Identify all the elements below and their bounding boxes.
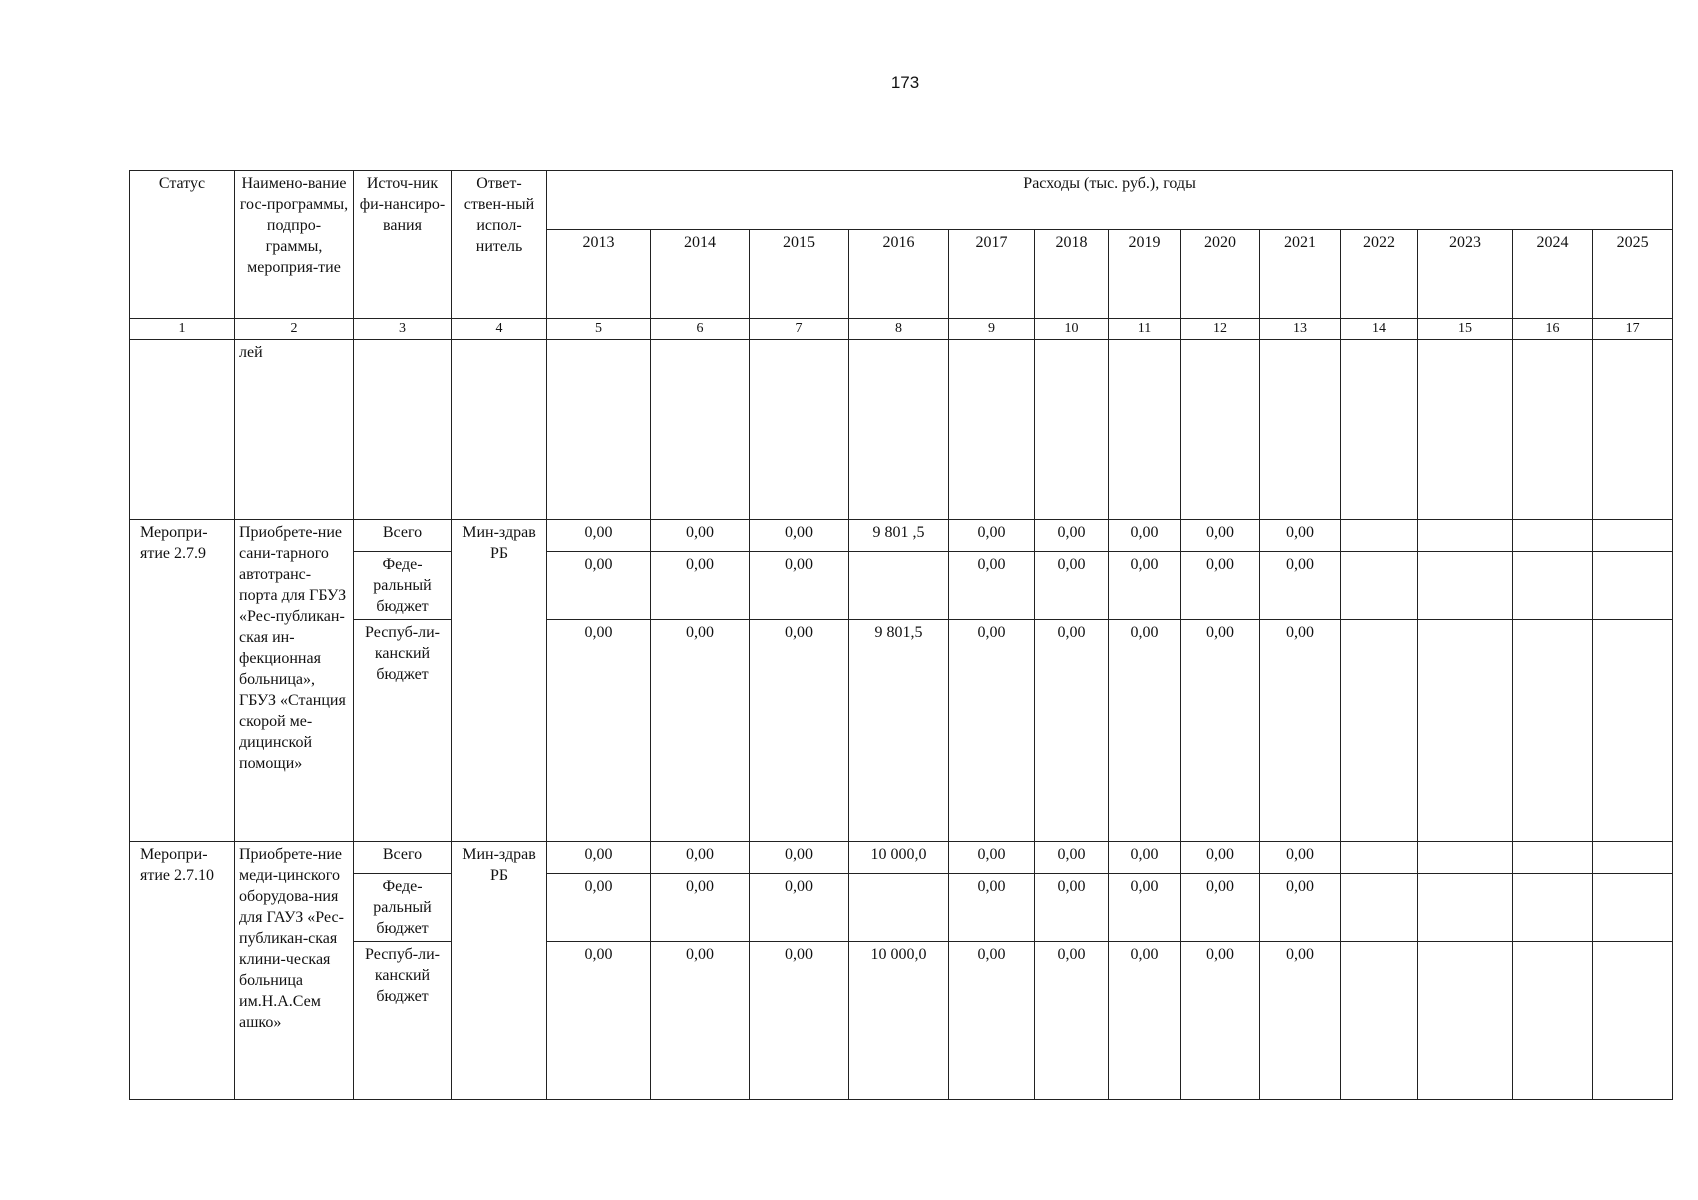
value-cell — [1513, 874, 1593, 942]
value-cell — [1513, 942, 1593, 1100]
value-cell: 0,00 — [1035, 874, 1109, 942]
year-header: 2023 — [1418, 230, 1513, 319]
value-cell: 0,00 — [750, 874, 849, 942]
value-cell — [1341, 942, 1418, 1100]
value-cell — [1593, 520, 1673, 552]
value-cell: 0,00 — [1260, 520, 1341, 552]
value-cell: 0,00 — [949, 620, 1035, 842]
value-cell: 0,00 — [547, 520, 651, 552]
column-number: 13 — [1260, 319, 1341, 340]
value-cell: 0,00 — [1260, 842, 1341, 874]
column-number: 8 — [849, 319, 949, 340]
name-cell: лей — [235, 340, 354, 520]
column-number: 17 — [1593, 319, 1673, 340]
value-cell — [849, 874, 949, 942]
expenses-header: Расходы (тыс. руб.), годы — [547, 171, 1673, 230]
value-cell: 0,00 — [949, 520, 1035, 552]
value-cell: 0,00 — [1181, 874, 1260, 942]
value-cell — [849, 340, 949, 520]
table-row — [130, 520, 1673, 552]
column-number: 6 — [651, 319, 750, 340]
header-row — [130, 171, 1673, 230]
status-cell: Меропри-ятие 2.7.9 — [130, 520, 235, 842]
year-header: 2019 — [1109, 230, 1181, 319]
source-cell: Всего — [354, 520, 452, 552]
value-cell: 0,00 — [1109, 874, 1181, 942]
source-cell — [354, 340, 452, 520]
column-number: 4 — [452, 319, 547, 340]
year-header: 2017 — [949, 230, 1035, 319]
value-cell: 0,00 — [547, 874, 651, 942]
value-cell — [1035, 340, 1109, 520]
value-cell: 0,00 — [1181, 520, 1260, 552]
value-cell: 0,00 — [651, 874, 750, 942]
value-cell: 0,00 — [547, 942, 651, 1100]
year-header: 2014 — [651, 230, 750, 319]
value-cell: 0,00 — [1109, 620, 1181, 842]
value-cell — [1341, 842, 1418, 874]
page-number: 173 — [890, 73, 920, 92]
value-cell — [849, 552, 949, 620]
value-cell: 0,00 — [547, 620, 651, 842]
column-number: 12 — [1181, 319, 1260, 340]
value-cell: 0,00 — [1035, 620, 1109, 842]
expenses-table — [129, 170, 1673, 1100]
value-cell — [1260, 340, 1341, 520]
value-cell: 0,00 — [1260, 552, 1341, 620]
value-cell: 0,00 — [1181, 552, 1260, 620]
value-cell — [1513, 842, 1593, 874]
value-cell: 0,00 — [1035, 942, 1109, 1100]
column-number: 9 — [949, 319, 1035, 340]
column-number: 15 — [1418, 319, 1513, 340]
value-cell: 0,00 — [1181, 942, 1260, 1100]
table-row — [130, 942, 1673, 1100]
source-header: Источ-ник фи-нансиро-вания — [354, 171, 452, 319]
column-number: 14 — [1341, 319, 1418, 340]
value-cell — [1593, 942, 1673, 1100]
value-cell: 0,00 — [1109, 942, 1181, 1100]
name-header: Наимено-вание гос-программы, подпро-граммы, мероприя-тие — [235, 171, 354, 319]
value-cell — [1513, 552, 1593, 620]
table-row — [130, 620, 1673, 842]
value-cell: 10 000,0 — [849, 942, 949, 1100]
column-number: 7 — [750, 319, 849, 340]
value-cell — [1341, 520, 1418, 552]
value-cell: 9 801 ,5 — [849, 520, 949, 552]
value-cell: 9 801,5 — [849, 620, 949, 842]
value-cell — [547, 340, 651, 520]
source-cell: Респуб-ли-канский бюджет — [354, 942, 452, 1100]
value-cell: 0,00 — [1260, 942, 1341, 1100]
value-cell — [1341, 340, 1418, 520]
value-cell — [1418, 942, 1513, 1100]
value-cell: 0,00 — [1109, 842, 1181, 874]
name-cell: Приобрете-ние меди-цинского оборудова-ния для ГАУЗ «Рес-публикан-ская клини-ческая больница им.Н.А.Сем ашко» — [235, 842, 354, 1100]
executor-cell — [452, 340, 547, 520]
value-cell: 0,00 — [547, 552, 651, 620]
value-cell — [1418, 520, 1513, 552]
table-row — [130, 842, 1673, 874]
value-cell: 0,00 — [1035, 842, 1109, 874]
value-cell: 0,00 — [1035, 520, 1109, 552]
status-cell: Меропри-ятие 2.7.10 — [130, 842, 235, 1100]
value-cell: 0,00 — [651, 942, 750, 1100]
value-cell — [1593, 842, 1673, 874]
year-header: 2020 — [1181, 230, 1260, 319]
column-number: 10 — [1035, 319, 1109, 340]
value-cell — [1181, 340, 1260, 520]
value-cell — [1513, 620, 1593, 842]
year-header: 2016 — [849, 230, 949, 319]
year-header: 2013 — [547, 230, 651, 319]
value-cell: 0,00 — [750, 942, 849, 1100]
source-cell: Феде-ральный бюджет — [354, 552, 452, 620]
value-cell: 0,00 — [651, 620, 750, 842]
executor-cell: Мин-здрав РБ — [452, 842, 547, 1100]
year-header: 2021 — [1260, 230, 1341, 319]
value-cell — [1341, 552, 1418, 620]
value-cell: 0,00 — [1109, 552, 1181, 620]
column-number-row — [130, 319, 1673, 340]
value-cell: 0,00 — [1260, 874, 1341, 942]
year-header: 2015 — [750, 230, 849, 319]
value-cell — [1109, 340, 1181, 520]
value-cell — [1418, 620, 1513, 842]
year-header: 2018 — [1035, 230, 1109, 319]
value-cell: 0,00 — [1181, 842, 1260, 874]
value-cell: 0,00 — [651, 842, 750, 874]
table-row — [130, 874, 1673, 942]
column-number: 3 — [354, 319, 452, 340]
status-header: Статус — [130, 171, 235, 319]
value-cell: 0,00 — [949, 842, 1035, 874]
value-cell: 0,00 — [949, 942, 1035, 1100]
name-cell: Приобрете-ние сани-тарного автотранс-порта для ГБУЗ «Рес-публикан-ская ин-фекционная больница», ГБУЗ «Станция скорой ме-дицинской помощи» — [235, 520, 354, 842]
value-cell — [1513, 340, 1593, 520]
source-cell: Всего — [354, 842, 452, 874]
value-cell: 0,00 — [1181, 620, 1260, 842]
value-cell: 0,00 — [750, 520, 849, 552]
year-header: 2022 — [1341, 230, 1418, 319]
value-cell — [1418, 842, 1513, 874]
value-cell: 0,00 — [750, 552, 849, 620]
value-cell: 0,00 — [1109, 520, 1181, 552]
value-cell — [1341, 620, 1418, 842]
executor-cell: Мин-здрав РБ — [452, 520, 547, 842]
value-cell — [949, 340, 1035, 520]
column-number: 5 — [547, 319, 651, 340]
value-cell — [750, 340, 849, 520]
year-header: 2025 — [1593, 230, 1673, 319]
value-cell — [651, 340, 750, 520]
year-header: 2024 — [1513, 230, 1593, 319]
value-cell: 0,00 — [651, 520, 750, 552]
table-row — [130, 552, 1673, 620]
executor-header: Ответ-ствен-ный испол-нитель — [452, 171, 547, 319]
value-cell: 0,00 — [1035, 552, 1109, 620]
column-number: 1 — [130, 319, 235, 340]
value-cell — [1418, 552, 1513, 620]
value-cell: 0,00 — [949, 552, 1035, 620]
value-cell: 10 000,0 — [849, 842, 949, 874]
column-number: 16 — [1513, 319, 1593, 340]
column-number: 11 — [1109, 319, 1181, 340]
value-cell: 0,00 — [750, 620, 849, 842]
value-cell — [1593, 874, 1673, 942]
status-cell — [130, 340, 235, 520]
source-cell: Респуб-ли-канский бюджет — [354, 620, 452, 842]
value-cell — [1593, 552, 1673, 620]
value-cell: 0,00 — [547, 842, 651, 874]
value-cell — [1593, 620, 1673, 842]
value-cell: 0,00 — [949, 874, 1035, 942]
value-cell: 0,00 — [750, 842, 849, 874]
carryover-row — [130, 340, 1673, 520]
value-cell — [1513, 520, 1593, 552]
value-cell — [1593, 340, 1673, 520]
value-cell — [1341, 874, 1418, 942]
value-cell — [1418, 340, 1513, 520]
value-cell: 0,00 — [651, 552, 750, 620]
value-cell — [1418, 874, 1513, 942]
source-cell: Феде-ральный бюджет — [354, 874, 452, 942]
value-cell: 0,00 — [1260, 620, 1341, 842]
column-number: 2 — [235, 319, 354, 340]
